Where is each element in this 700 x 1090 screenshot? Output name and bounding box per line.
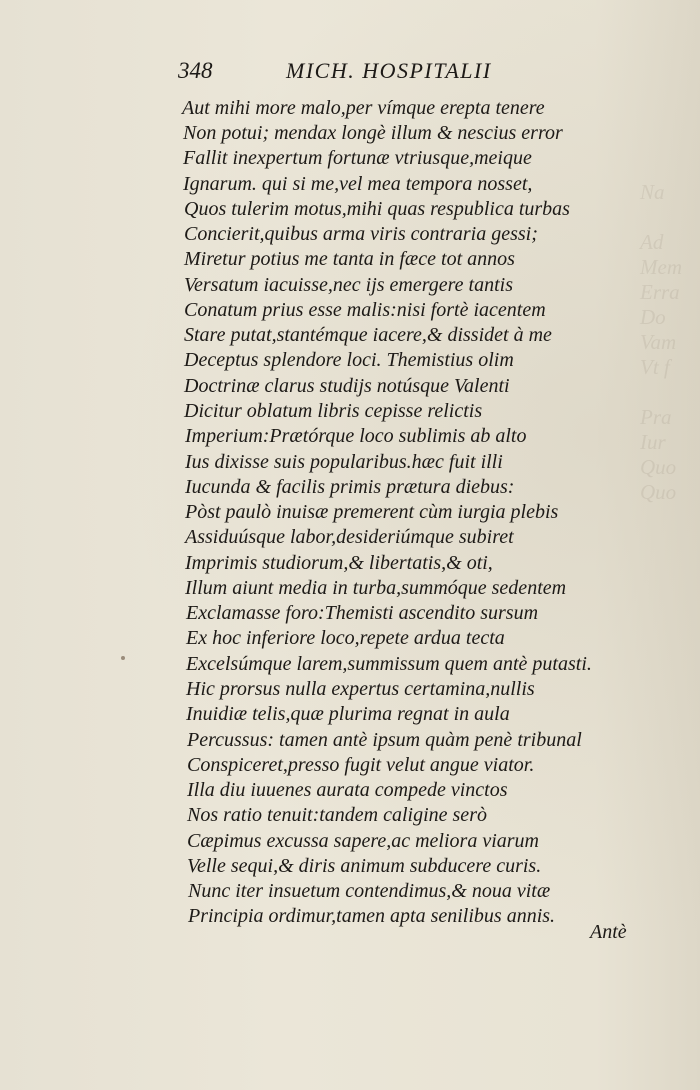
bleed-through-ghost-text: Na Ad Mem Erra Do Vam Vt f Pra Iur Quo Quo <box>640 180 682 504</box>
verse-line: Conatum prius esse malis:nisi fortè iacentem <box>184 299 546 321</box>
verse-line: Aut mihi more malo,per vímque erepta tenere <box>182 97 545 119</box>
verse-line: Inuidiæ telis,quæ plurima regnat in aula <box>186 703 510 725</box>
verse-line: Cæpimus excussa sapere,ac meliora viarum <box>187 830 539 852</box>
verse-line: Fallit inexpertum fortunæ vtriusque,meique <box>183 147 532 169</box>
verse-line: Excelsúmque larem,summissum quem antè putasti. <box>186 653 592 675</box>
verse-line: Miretur potius me tanta in fæce tot annos <box>184 248 515 270</box>
ink-speck <box>121 656 125 660</box>
verse-line: Principia ordimur,tamen apta senilibus annis. <box>188 905 556 927</box>
running-title: MICH. HOSPITALII <box>286 58 492 83</box>
verse-line: Quos tulerim motus,mihi quas respublica turbas <box>184 198 570 220</box>
verse-line: Ex hoc inferiore loco,repete ardua tecta <box>186 627 505 649</box>
page-header <box>0 58 700 90</box>
verse-line: Non potui; mendax longè illum & nescius error <box>183 122 563 144</box>
verse-line: Hic prorsus nulla expertus certamina,nullis <box>186 678 535 700</box>
verse-line: Ignarum. qui si me,vel mea tempora nosset, <box>183 173 533 195</box>
verse-line: Dicitur oblatum libris cepisse relictis <box>184 400 483 422</box>
verse-line: Conspiceret,presso fugit velut angue viator. <box>187 754 535 776</box>
verse-line: Illum aiunt media in turba,summóque sedentem <box>185 577 567 599</box>
verse-line: Exclamasse foro:Themisti ascendito sursum <box>186 602 539 624</box>
verse-line: Versatum iacuisse,nec ijs emergere tantis <box>184 274 514 296</box>
verse-line: Imperium:Prætórque loco sublimis ab alto <box>185 425 527 447</box>
verse-line: Deceptus splendore loci. Themistius olim <box>184 349 514 371</box>
verse-line: Iucunda & facilis primis prætura diebus: <box>185 476 515 498</box>
verse-line: Nunc iter insuetum contendimus,& noua vitæ <box>188 880 551 902</box>
page-number: 348 <box>178 58 213 83</box>
verse-line: Velle sequi,& diris animum subducere curis. <box>187 855 542 877</box>
verse-line: Pòst paulò inuisæ premerent cùm iurgia plebis <box>185 501 559 523</box>
verse-line: Illa diu iuuenes aurata compede vinctos <box>187 779 508 801</box>
verse-line: Concierit,quibus arma viris contraria gessi; <box>184 223 538 245</box>
verse-line: Assiduúsque labor,desideriúmque subiret <box>185 526 514 548</box>
verse-line: Imprimis studiorum,& libertatis,& oti, <box>185 552 493 574</box>
verse-line: Stare putat,stantémque iacere,& dissidet à me <box>184 324 552 346</box>
verse-line: Doctrinæ clarus studijs notúsque Valenti <box>184 375 510 397</box>
verse-line: Nos ratio tenuit:tandem caligine serò <box>187 804 487 826</box>
catchword: Antè <box>590 921 627 943</box>
verse-line: Percussus: tamen antè ipsum quàm penè tribunal <box>187 729 582 751</box>
verse-line: Ius dixisse suis popularibus.hæc fuit illi <box>185 451 503 473</box>
